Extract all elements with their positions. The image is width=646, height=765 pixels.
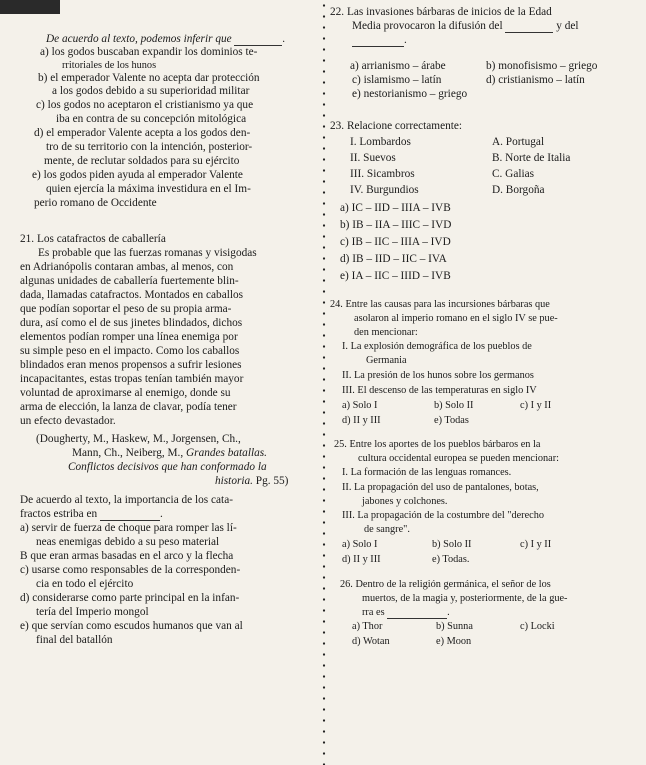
q20-option-b-cont: a los godos debido a su superioridad militar (52, 85, 250, 97)
q22-option-d: d) cristianismo – latín (486, 74, 585, 86)
q23-option-c: c) IB – IIC – IIIA – IVD (340, 236, 451, 248)
answer-blank (100, 510, 160, 521)
q25-option-e: e) Todas. (432, 554, 470, 565)
q20-option-c: c) los godos no aceptaron el cristianismo ya que (36, 99, 254, 111)
q23-option-d: d) IB – IID – IIC – IVA (340, 253, 447, 265)
q20-option-e-cont1: quien ejercía la máxima investidura en el Im- (46, 183, 251, 195)
q26-option-a: a) Thor (352, 621, 383, 632)
q26-option-c: c) Locki (520, 621, 555, 632)
q21-option-e: e) que servían como escudos humanos que van al (20, 620, 243, 632)
q25-statement-1: I. La formación de las lenguas romances. (342, 467, 512, 478)
q24-title: 24. Entre las causas para las incursiones bárbaras que (330, 299, 550, 310)
text-paragraph-line: en Adrianópolis contaran ambas, al menos, con (20, 261, 234, 273)
text-paragraph-line: elementos podían romper una línea enemiga por (20, 331, 238, 343)
text-paragraph-line: dada, llamadas catafractos. Montados en caballos (20, 289, 244, 301)
q26-option-b: b) Sunna (436, 621, 473, 632)
q20-intro: De acuerdo al texto, podemos inferir que . (46, 33, 286, 45)
q25-statement-3: III. La propagación de la costumbre del "derecho (342, 510, 545, 521)
answer-blank (234, 35, 282, 46)
q25-option-a: a) Solo I (342, 539, 378, 550)
answer-blank (387, 608, 447, 619)
q24-option-c: c) I y II (520, 400, 552, 411)
q21-option-d-cont: tería del Imperio mongol (36, 606, 149, 618)
q23-right-item: D. Borgoña (492, 184, 545, 196)
q22-option-e: e) nestorianismo – griego (352, 88, 468, 100)
q23-option-b: b) IB – IIA – IIIC – IVD (340, 219, 452, 231)
q24-statement-1: I. La explosión demográfica de los pueblos de (342, 341, 532, 352)
text-paragraph-line: arma de elección, la lanza de clavar, podía tener (20, 401, 237, 413)
q21-option-e-cont: final del batallón (36, 634, 113, 646)
q23-option-a: a) IC – IID – IIIA – IVB (340, 202, 451, 214)
q20-option-d: d) el emperador Valente acepta a los godos den- (34, 127, 251, 139)
q26-option-d: d) Wotan (352, 636, 390, 647)
text-paragraph-line: algunas unidades de caballería fuertemente blin- (20, 275, 239, 287)
q25-statement-3-cont: de sangre". (364, 524, 410, 535)
q21-stem-cont: fractos estriba en . (20, 508, 163, 520)
q22-option-a: a) arrianismo – árabe (350, 60, 446, 72)
q24-title-cont: asolaron al imperio romano en el siglo IV se pue- (354, 313, 558, 324)
q24-option-e: e) Todas (434, 415, 469, 426)
q21-option-a: a) servir de fuerza de choque para romper las lí- (20, 522, 237, 534)
q25-statement-2-cont: jabones y colchones. (362, 496, 448, 507)
q22-option-b: b) monofisismo – griego (486, 60, 598, 72)
q23-left-item: III. Sicambros (350, 168, 415, 180)
text-paragraph-line: que podían soportar el peso de su propia arma- (20, 303, 232, 315)
q26-title-cont: rra es . (362, 607, 450, 618)
q23-right-item: B. Norte de Italia (492, 152, 571, 164)
text-paragraph-line: voluntad de aproximarse al enemigo, donde su (20, 387, 231, 399)
q20-option-a: a) los godos buscaban expandir los dominios te- (40, 46, 258, 58)
q23-right-item: A. Portugal (492, 136, 545, 148)
q23-left-item: II. Suevos (350, 152, 396, 164)
q24-option-b: b) Solo II (434, 400, 474, 411)
q21-title: 21. Los catafractos de caballería (20, 233, 166, 245)
q20-option-a-cont: rritoriales de los hunos (62, 60, 157, 71)
q20-option-d-cont2: mente, de reclutar soldados para su ejército (44, 155, 240, 167)
page-corner-shadow (0, 0, 60, 14)
q24-statement-1-cont: Germania (366, 355, 407, 366)
q20-option-c-cont: iba en contra de su concepción mitológica (56, 113, 247, 125)
q25-title: 25. Entre los aportes de los pueblos bárbaros en la (334, 439, 541, 450)
q26-title: 26. Dentro de la religión germánica, el señor de los (340, 579, 551, 590)
q22-option-c: c) islamismo – latín (352, 74, 442, 86)
q24-option-d: d) II y III (342, 415, 381, 426)
q25-option-c: c) I y II (520, 539, 552, 550)
answer-blank (505, 22, 553, 33)
q21-stem: De acuerdo al texto, la importancia de los cata- (20, 494, 233, 506)
citation-line: Conflictos decisivos que han conformado la (68, 461, 267, 473)
q24-option-a: a) Solo I (342, 400, 378, 411)
answer-blank: . (352, 34, 407, 47)
q23-right-item: C. Galias (492, 168, 535, 180)
q24-statement-3: III. El descenso de las temperaturas en siglo IV (342, 385, 537, 396)
q24-statement-2: II. La presión de los hunos sobre los germanos (342, 370, 534, 381)
q21-option-d: d) considerarse como parte principal en la infan- (20, 592, 240, 604)
q20-option-d-cont1: tro de su territorio con la intención, posterior- (46, 141, 253, 153)
q25-option-b: b) Solo II (432, 539, 472, 550)
q20-option-e: e) los godos piden ayuda al emperador Valente (32, 169, 243, 181)
q26-option-e: e) Moon (436, 636, 472, 647)
q25-option-d: d) II y III (342, 554, 381, 565)
text-paragraph-line: blindados eran menos propensos a sufrir lesiones (20, 359, 242, 371)
text-paragraph-line: un efecto devastador. (20, 415, 116, 427)
text-paragraph-line: Es probable que las fuerzas romanas y visigodas (38, 247, 257, 259)
text-paragraph-line: incapacitantes, estas tropas tenían también mayor (20, 373, 244, 385)
q25-statement-2: II. La propagación del uso de pantalones, botas, (342, 482, 539, 493)
q21-option-b: B que eran armas basadas en el arco y la flecha (20, 550, 234, 562)
q22-title-cont: Media provocaron la difusión del y del (352, 20, 579, 32)
q23-option-e: e) IA – IIC – IIID – IVB (340, 270, 451, 282)
q21-option-c: c) usarse como responsables de la corresponden- (20, 564, 241, 576)
text-paragraph-line: dura, así como el de sus jinetes blindados, dichos (20, 317, 243, 329)
q20-option-e-cont2: perio romano de Occidente (34, 197, 157, 209)
q25-title-cont: cultura occidental europea se pueden mencionar: (358, 453, 559, 464)
q23-left-item: I. Lombardos (350, 136, 411, 148)
q21-option-c-cont: cia en todo el ejército (36, 578, 134, 590)
q23-title: 23. Relacione correctamente: (330, 120, 463, 132)
text-paragraph-line: su simple peso en el impacto. Como los caballos (20, 345, 240, 357)
q22-title: 22. Las invasiones bárbaras de inicios de la Edad (330, 6, 552, 18)
q21-option-a-cont: neas enemigas debido a su peso material (36, 536, 220, 548)
citation-line: (Dougherty, M., Haskew, M., Jorgensen, Ch., (36, 433, 241, 445)
q24-title-cont: den mencionar: (354, 327, 418, 338)
citation-line: historia. Pg. 55) (215, 475, 289, 487)
q26-title-cont: muertos, de la magia y, posteriormente, de la gue- (362, 593, 568, 604)
q23-left-item: IV. Burgundios (350, 184, 419, 196)
column-divider (322, 0, 326, 765)
citation-line: Mann, Ch., Neiberg, M., Grandes batallas. (72, 447, 267, 459)
q20-option-b: b) el emperador Valente no acepta dar protección (38, 72, 260, 84)
